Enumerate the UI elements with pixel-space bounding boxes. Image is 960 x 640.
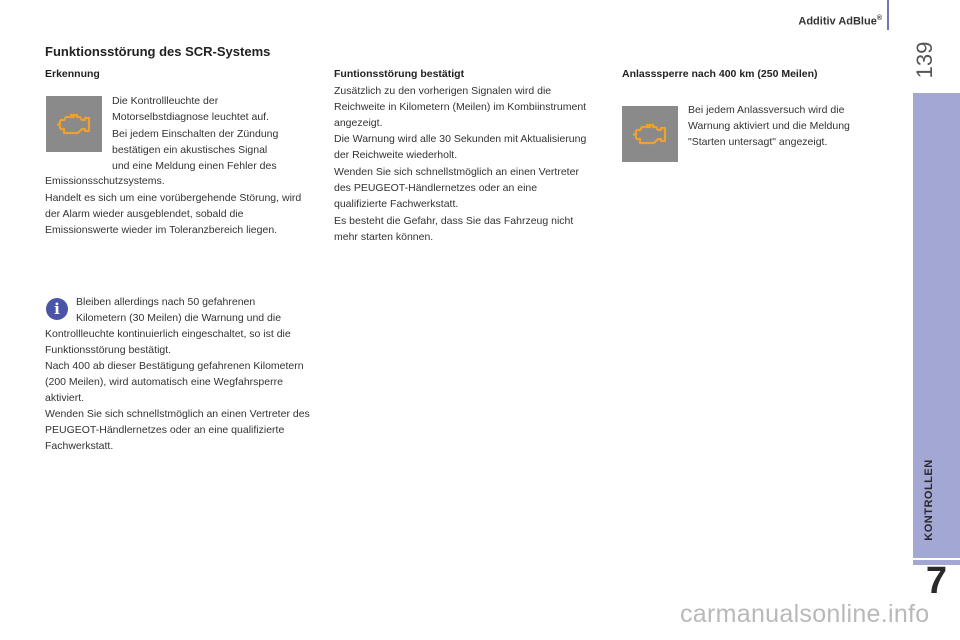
header-divider (887, 0, 889, 30)
engine-warning-icon (46, 96, 102, 152)
confirmed-paragraph-1: Zusätzlich zu den vorherigen Signalen wird die Reichweite in Kilometern (Meilen) im Kombiinstrument angezeigt. (334, 85, 587, 129)
column-heading-start-lock: Anlasssperre nach 400 km (250 Meilen) (622, 68, 818, 80)
chapter-label: KONTROLLEN (923, 459, 935, 541)
confirmed-paragraph-2: Die Warnung wird alle 30 Sekunden mit Aktualisierung der Reichweite wiederholt. (334, 133, 587, 161)
watermark: carmanualsonline.info (680, 600, 930, 628)
confirmed-paragraph-4: Es besteht die Gefahr, dass Sie das Fahrzeug nicht mehr starten können. (334, 215, 574, 243)
info-icon: i (46, 298, 68, 320)
detection-paragraph-2: Bei jedem Einschalten der Zündung bestätigen ein akustisches Signal und eine Meldung einen Fehler des (112, 128, 279, 172)
section-title: Funktionsstörung des SCR-Systems (45, 44, 271, 59)
chapter-number: 7 (925, 560, 948, 602)
detection-paragraph-1: Die Kontrollleuchte der Motorselbstdiagnose leuchtet auf. (112, 95, 270, 123)
chapter-header-title: Additiv AdBlue® (798, 15, 882, 28)
confirmed-paragraph-3: Wenden Sie sich schnellstmöglich an einen Vertreter des PEUGEOT-Händlernetzes oder an eine qualifizierte Fachwerkstatt. (334, 166, 579, 210)
detection-paragraph-3: Handelt es sich um eine vorübergehende Störung, wird der Alarm wieder ausgeblendet, sobald die Emissionswerte wieder im Toleranzbereich liegen. (45, 192, 302, 236)
info-paragraph-2: Nach 400 ab dieser Bestätigung gefahrenen Kilometern (200 Meilen), wird automatisch eine Wegfahrsperre aktiviert. (45, 360, 304, 404)
page-number: 139 (912, 41, 937, 79)
column-heading-detection: Erkennung (45, 68, 100, 80)
engine-warning-icon (622, 106, 678, 162)
info-paragraph-1-start: Bleiben allerdings nach 50 gefahrenen Kilometern (30 Meilen) die Warnung und die (76, 296, 282, 324)
info-paragraph-1-end: Kontrollleuchte kontinuierlich eingeschaltet, so ist die Funktionsstörung bestätigt. (45, 328, 291, 356)
start-lock-paragraph: Bei jedem Anlassversuch wird die Warnung aktiviert und die Meldung "Starten untersagt" angezeigt. (688, 104, 850, 148)
info-paragraph-3: Wenden Sie sich schnellstmöglich an einen Vertreter des PEUGEOT-Händlernetzes oder an eine qualifizierte Fachwerkstatt. (45, 408, 310, 452)
column-heading-confirmed: Funtionsstörung bestätigt (334, 68, 465, 80)
detection-paragraph-2-end: Emissionsschutzsystems. (45, 175, 165, 187)
